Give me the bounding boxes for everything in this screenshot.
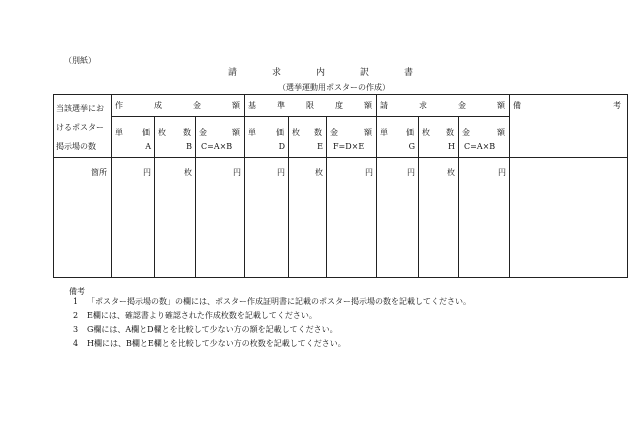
column-rule xyxy=(195,116,196,278)
note-item: 3 G欄には、A欄とD欄とを比較して少ない方の額を記載してください。 xyxy=(73,325,338,334)
column-rule xyxy=(288,116,289,278)
amount-header: 金 額 xyxy=(199,128,240,137)
column-letter-g: G xyxy=(408,142,415,151)
title-char: 内 xyxy=(315,68,325,78)
unit-places: 箇所 xyxy=(91,168,107,177)
column-rule xyxy=(418,116,419,278)
unit-yen: 円 xyxy=(277,168,285,177)
formula-claim: C=A×B xyxy=(464,142,496,151)
unit-price-header: 単 価 xyxy=(380,128,414,137)
unit-yen: 円 xyxy=(498,168,506,177)
column-letter-d: D xyxy=(278,142,285,151)
header-bottom-rule xyxy=(53,157,628,158)
table-border-top xyxy=(53,94,628,95)
column-rule xyxy=(458,116,459,278)
unit-yen: 円 xyxy=(233,168,241,177)
title-char: 求 xyxy=(271,68,281,78)
formula-c: C=A×B xyxy=(201,142,233,151)
count-header: 枚 数 xyxy=(158,128,191,137)
unit-sheets: 枚 xyxy=(184,168,192,177)
unit-yen: 円 xyxy=(143,168,151,177)
document-title xyxy=(228,68,413,79)
column-letter-a: A xyxy=(145,142,151,151)
row-header-line: 当該選挙にお xyxy=(56,104,104,113)
note-item: 1 「ポスター掲示場の数」の欄には、ポスター作成証明書に記載のポスター掲示場の数を記載してください。 xyxy=(73,297,471,306)
table-border-left xyxy=(53,94,54,278)
formula-f: F=D×E xyxy=(333,142,365,151)
note-item: 4 H欄には、B欄とE欄とを比較して少ない方の枚数を記載してください。 xyxy=(73,339,346,348)
column-letter-b: B xyxy=(186,142,192,151)
table-border-right xyxy=(627,94,628,278)
column-rule xyxy=(154,116,155,278)
title-char: 書 xyxy=(403,68,413,78)
unit-price-header: 単 価 xyxy=(115,128,150,137)
count-header: 枚 数 xyxy=(422,128,454,137)
attachment-label: （別紙） xyxy=(64,56,96,65)
column-rule xyxy=(509,94,510,278)
column-rule xyxy=(376,94,377,278)
column-letter-h: H xyxy=(448,142,455,151)
title-char: 請 xyxy=(228,68,238,78)
count-header: 枚 数 xyxy=(292,128,322,137)
notes-title: 備考 xyxy=(69,287,85,296)
unit-sheets: 枚 xyxy=(315,168,323,177)
unit-yen: 円 xyxy=(365,168,373,177)
group-header-standard-limit: 基 準 限 度 額 xyxy=(248,101,372,110)
unit-price-header: 単 価 xyxy=(248,128,284,137)
group-header-production-amount: 作 成 金 額 xyxy=(115,101,240,110)
column-letter-e: E xyxy=(317,142,323,151)
document-subtitle: （選挙運動用ポスターの作成） xyxy=(278,83,390,92)
group-header-claim-amount: 請 求 金 額 xyxy=(380,101,505,110)
amount-header: 金 額 xyxy=(462,128,505,137)
note-item: 2 E欄には、確認書より確認された作成枚数を記載してください。 xyxy=(73,311,317,320)
amount-header: 金 額 xyxy=(330,128,372,137)
column-rule xyxy=(111,94,112,278)
column-rule xyxy=(326,116,327,278)
unit-sheets: 枚 xyxy=(447,168,455,177)
remarks-header: 備 考 xyxy=(513,101,621,110)
table-border-bottom xyxy=(53,277,628,278)
billing-table xyxy=(53,94,628,278)
row-header-line: けるポスター xyxy=(56,123,104,132)
row-header-line: 掲示場の数 xyxy=(56,142,96,151)
title-char: 訳 xyxy=(359,68,369,78)
unit-yen: 円 xyxy=(407,168,415,177)
group-header-rule xyxy=(111,116,509,117)
column-rule xyxy=(244,94,245,278)
